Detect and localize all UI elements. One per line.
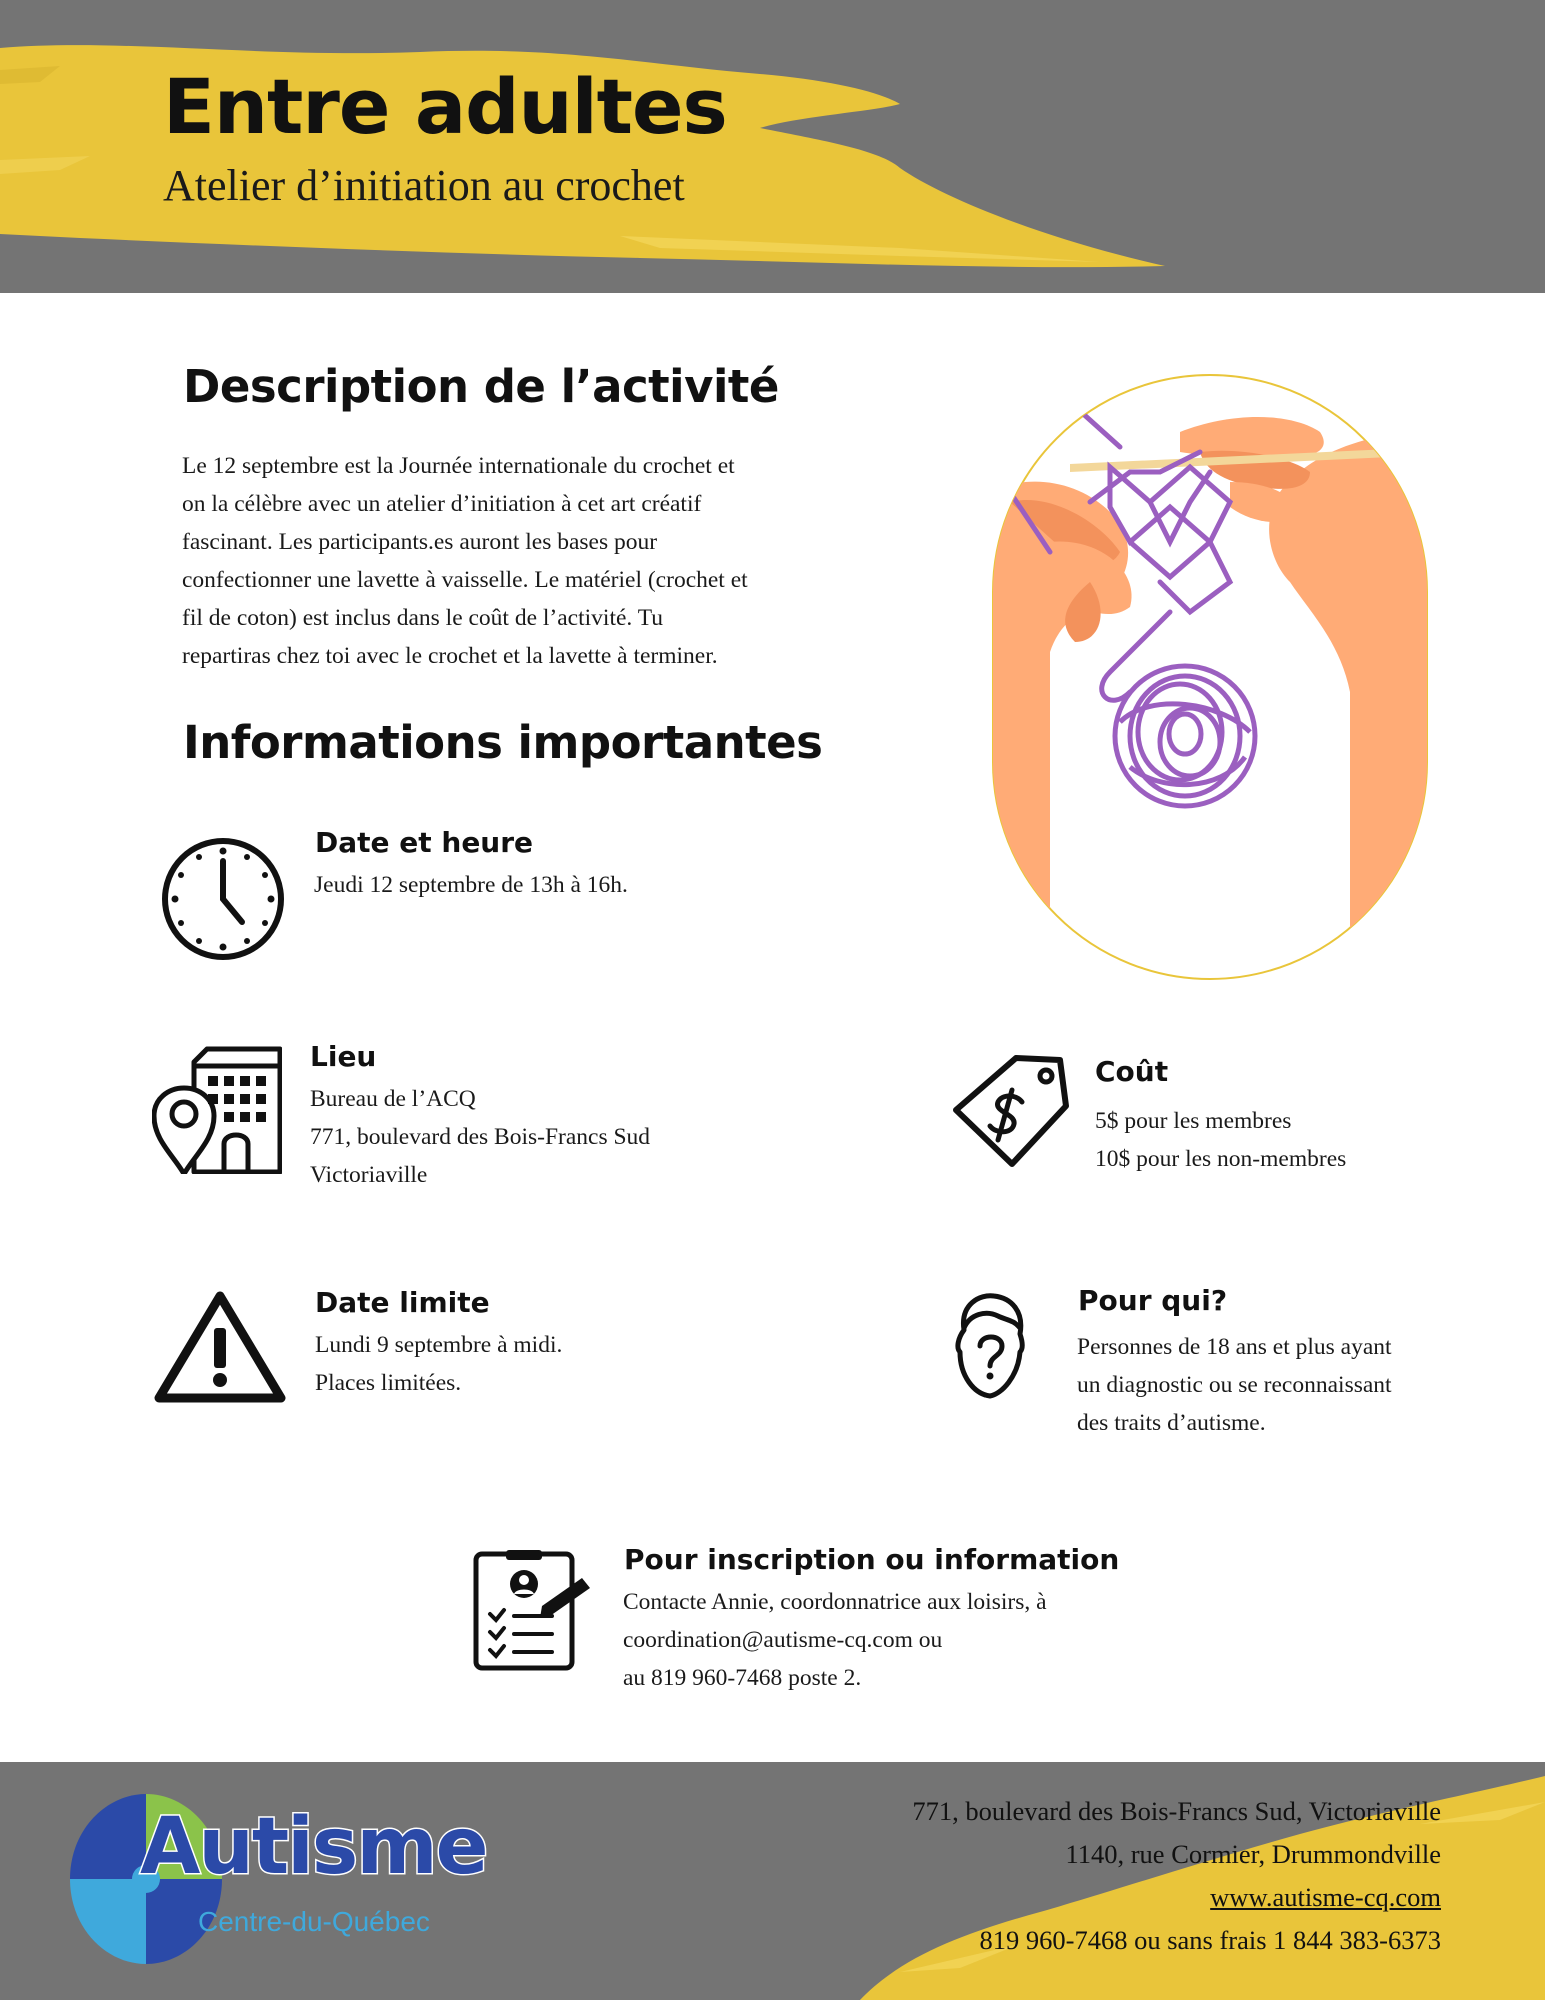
logo-text: Autisme bbox=[140, 1802, 487, 1892]
qui-text bbox=[1077, 1328, 1392, 1442]
crochet-hands-illustration bbox=[990, 372, 1430, 982]
description-line: fil de coton) est inclus dans le coût de l’activité. Tu bbox=[182, 605, 664, 631]
price-tag-icon bbox=[952, 1054, 1070, 1168]
qui-line: Personnes de 18 ans et plus ayant bbox=[1077, 1334, 1392, 1360]
description-heading: Description de l’activité bbox=[183, 360, 779, 413]
description-line: on la célèbre avec un atelier d’initiation à cet art créatif bbox=[182, 491, 702, 517]
logo-subtext: Centre-du-Québec bbox=[198, 1906, 430, 1937]
cout-line: 10$ pour les non-membres bbox=[1095, 1146, 1347, 1172]
cout-text bbox=[1095, 1102, 1346, 1178]
limite-line: Places limitées. bbox=[315, 1370, 462, 1396]
warning-icon bbox=[154, 1290, 286, 1404]
inscription-email[interactable]: coordination@autisme-cq.com ou bbox=[623, 1627, 943, 1653]
description-line: Le 12 septembre est la Journée internationale du crochet et bbox=[182, 453, 735, 479]
clock-icon bbox=[160, 836, 286, 962]
description-line: fascinant. Les participants.es auront les bases pour bbox=[182, 529, 658, 555]
building-location-icon bbox=[152, 1044, 282, 1174]
page-subtitle: Atelier d’initiation au crochet bbox=[163, 161, 685, 210]
page-title: Entre adultes bbox=[163, 62, 727, 151]
footer bbox=[0, 1762, 1545, 2000]
lieu-line: Victoriaville bbox=[310, 1162, 428, 1188]
inscription-title: Pour inscription ou information bbox=[624, 1543, 1120, 1576]
inscription-text bbox=[623, 1583, 1047, 1697]
date-text bbox=[314, 866, 628, 904]
lieu-title: Lieu bbox=[310, 1040, 377, 1073]
lieu-text bbox=[310, 1080, 650, 1194]
qui-line: des traits d’autisme. bbox=[1077, 1410, 1266, 1436]
cout-title: Coût bbox=[1095, 1055, 1169, 1088]
date-title: Date et heure bbox=[315, 826, 534, 859]
cout-line: 5$ pour les membres bbox=[1095, 1108, 1292, 1134]
clipboard-icon bbox=[472, 1548, 592, 1672]
description-text bbox=[182, 447, 748, 675]
qui-title: Pour qui? bbox=[1078, 1284, 1228, 1317]
limite-title: Date limite bbox=[315, 1286, 490, 1319]
footer-address-2: 1140, rue Cormier, Drummondville bbox=[1065, 1839, 1441, 1869]
description-line: repartiras chez toi avec le crochet et la lavette à terminer. bbox=[182, 643, 718, 669]
limite-text bbox=[315, 1326, 562, 1402]
inscription-line: Contacte Annie, coordonnatrice aux loisirs, à bbox=[623, 1589, 1047, 1615]
lieu-line: Bureau de l’ACQ bbox=[310, 1086, 476, 1112]
lieu-line: 771, boulevard des Bois-Francs Sud bbox=[310, 1124, 651, 1150]
footer-website-link[interactable]: www.autisme-cq.com bbox=[1210, 1882, 1441, 1912]
limite-line: Lundi 9 septembre à midi. bbox=[315, 1332, 563, 1358]
qui-line: un diagnostic ou se reconnaissant bbox=[1077, 1372, 1392, 1398]
inscription-phone: au 819 960-7468 poste 2. bbox=[623, 1665, 862, 1691]
person-question-icon bbox=[950, 1290, 1030, 1400]
footer-address-1: 771, boulevard des Bois-Francs Sud, Victoriaville bbox=[912, 1796, 1441, 1826]
header-banner bbox=[0, 0, 1545, 293]
date-line: Jeudi 12 septembre de 13h à 16h. bbox=[314, 872, 628, 898]
footer-phone: 819 960-7468 ou sans frais 1 844 383-6373 bbox=[979, 1925, 1441, 1955]
description-line: confectionner une lavette à vaisselle. Le matériel (crochet et bbox=[182, 567, 748, 593]
infos-heading: Informations importantes bbox=[183, 716, 823, 769]
